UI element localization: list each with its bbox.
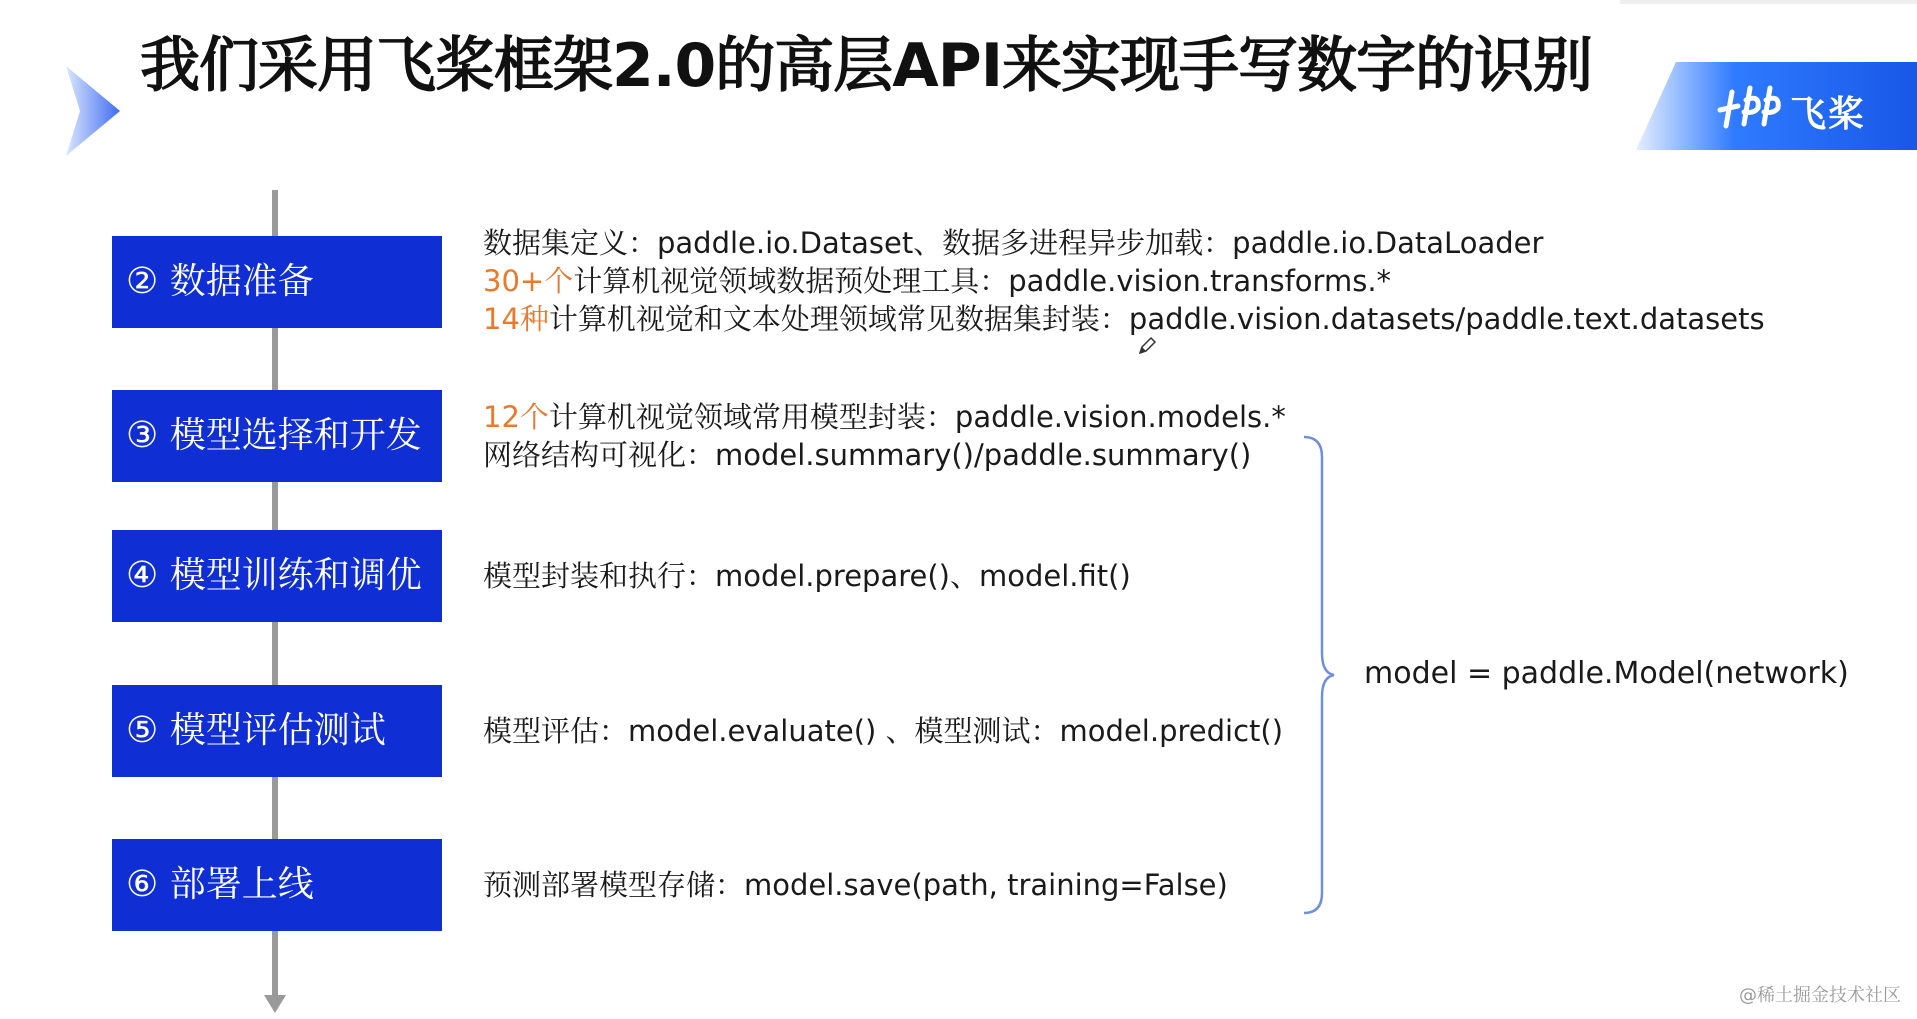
step-desc-line <box>483 300 1765 338</box>
paddle-logo-icon <box>1716 80 1782 132</box>
step-box-model-select: ③ 模型选择和开发 <box>112 390 442 482</box>
pen-cursor-icon <box>1137 336 1157 356</box>
step-desc-line <box>483 712 1283 750</box>
top-edge-bar <box>1620 0 1917 4</box>
step-box-model-train: ④ 模型训练和调优 <box>112 530 442 622</box>
step-box-model-eval: ⑤ 模型评估测试 <box>112 685 442 777</box>
curly-bracket-icon <box>1300 435 1340 915</box>
step-box-data-prep: ② 数据准备 <box>112 236 442 328</box>
desc-text: 模型封装和执行：model.prepare()、model.fit() <box>483 559 1131 593</box>
highlight-text: 14种 <box>483 302 549 336</box>
step-desc-line <box>483 398 1286 436</box>
desc-text: 模型评估：model.evaluate() 、模型测试：model.predict() <box>483 714 1284 748</box>
step-desc-line <box>483 436 1251 474</box>
step-box-deploy: ⑥ 部署上线 <box>112 839 442 931</box>
step-desc-line <box>483 224 1543 262</box>
model-wrapper-text: model = paddle.Model(network) <box>1364 656 1849 691</box>
desc-text: 网络结构可视化：model.summary()/paddle.summary() <box>483 438 1252 472</box>
highlight-text: 30+个 <box>483 264 574 298</box>
logo-text: 飞桨 <box>1790 94 1867 135</box>
desc-text: 计算机视觉和文本处理领域常见数据集封装：paddle.vision.datasets/paddle.text.datasets <box>548 302 1765 336</box>
arrow-down-icon <box>264 995 286 1013</box>
desc-text: 计算机视觉领域常用模型封装：paddle.vision.models.* <box>548 400 1286 434</box>
step-desc-line <box>483 866 1228 904</box>
step-desc-line <box>483 262 1391 300</box>
step-desc-line <box>483 557 1131 595</box>
chevron-right-icon <box>66 66 120 156</box>
watermark: @稀土掘金技术社区 <box>1739 985 1901 1006</box>
desc-text: 计算机视觉领域数据预处理工具：paddle.vision.transforms.* <box>573 264 1392 298</box>
desc-text: 预测部署模型存储：model.save(path, training=False) <box>483 868 1228 902</box>
page-title: 我们采用飞桨框架2.0的高层API来实现手写数字的识别 <box>140 31 1593 101</box>
desc-text: 数据集定义：paddle.io.Dataset、数据多进程异步加载：paddle.io.DataLoader <box>483 226 1544 260</box>
highlight-text: 12个 <box>483 400 549 434</box>
